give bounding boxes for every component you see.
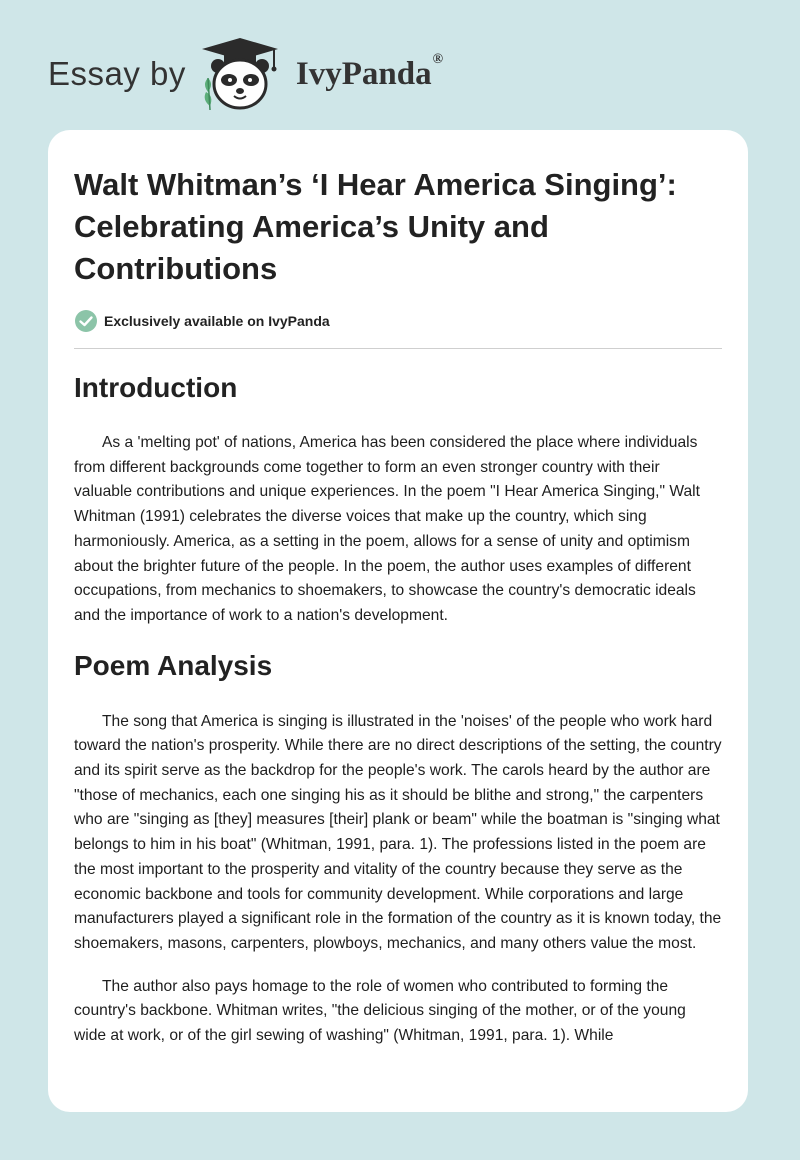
brand-prefix: Essay by (48, 55, 186, 92)
essay-card (48, 130, 748, 1112)
panda-graduate-icon (200, 34, 292, 114)
title-divider (74, 348, 722, 349)
paragraph-poem-analysis-2: The author also pays homage to the role of women who contributed to forming the country's backbone. Whitman writes, "the delicious singing of the mother, or of the young wide at work, or of the girl sewing of washing" (Whitman, 1991, para. 1). While (74, 977, 686, 1045)
section-heading-introduction: Introduction (74, 372, 238, 403)
section-heading-poem-analysis: Poem Analysis (74, 649, 273, 681)
essay-title: Walt Whitman’s ‘I Hear America Singing’: Celebrating America’s Unity and Contributions (74, 167, 677, 286)
badge-label: Exclusively available on IvyPanda (104, 313, 330, 329)
brand-header (48, 34, 443, 114)
brand-name: IvyPanda® (295, 51, 444, 92)
exclusive-badge (74, 308, 722, 334)
check-circle-icon (74, 309, 98, 333)
paragraph-poem-analysis-1: The song that America is singing is illustrated in the 'noises' of the people who work hard toward the nation's prosperity. While there are no direct descriptions of the setting, the country and its spirit serve as the backdrop for the people's work. The carols heard by the author are "those of mechanics, each one singing his as it should be blithe and strong," the carpenters who are "singing as [they] measures [their] plank or beam" while the boatman is "singing what belongs to him in his boat" (Whitman, 1991, para. 1). The professions listed in the poem are the most important to the prosperity and vitality of the country because they serve as the economic backbone and tools for community development. While corporations and large manufacturers played a significant role in the formation of the country as it is known today, the shoemakers, masons, carpenters, plowboys, mechanics, and many others value the most. (74, 712, 722, 952)
paragraph-introduction: As a 'melting pot' of nations, America has been considered the place where individuals from different backgrounds come together to form an even stronger country with their valuable contributions and unique experiences. In the poem "I Hear America Singing," Walt Whitman (1991) celebrates the diverse voices that make up the country, which sing harmoniously. America, as a setting in the poem, allows for a sense of unity and optimism about the brighter future of the people. In the poem, the author uses examples of different occupations, from mechanics to shoemakers, to showcase the country's democratic ideals and the importance of work to a nation's development. (74, 434, 700, 624)
registered-mark: ® (432, 51, 444, 67)
